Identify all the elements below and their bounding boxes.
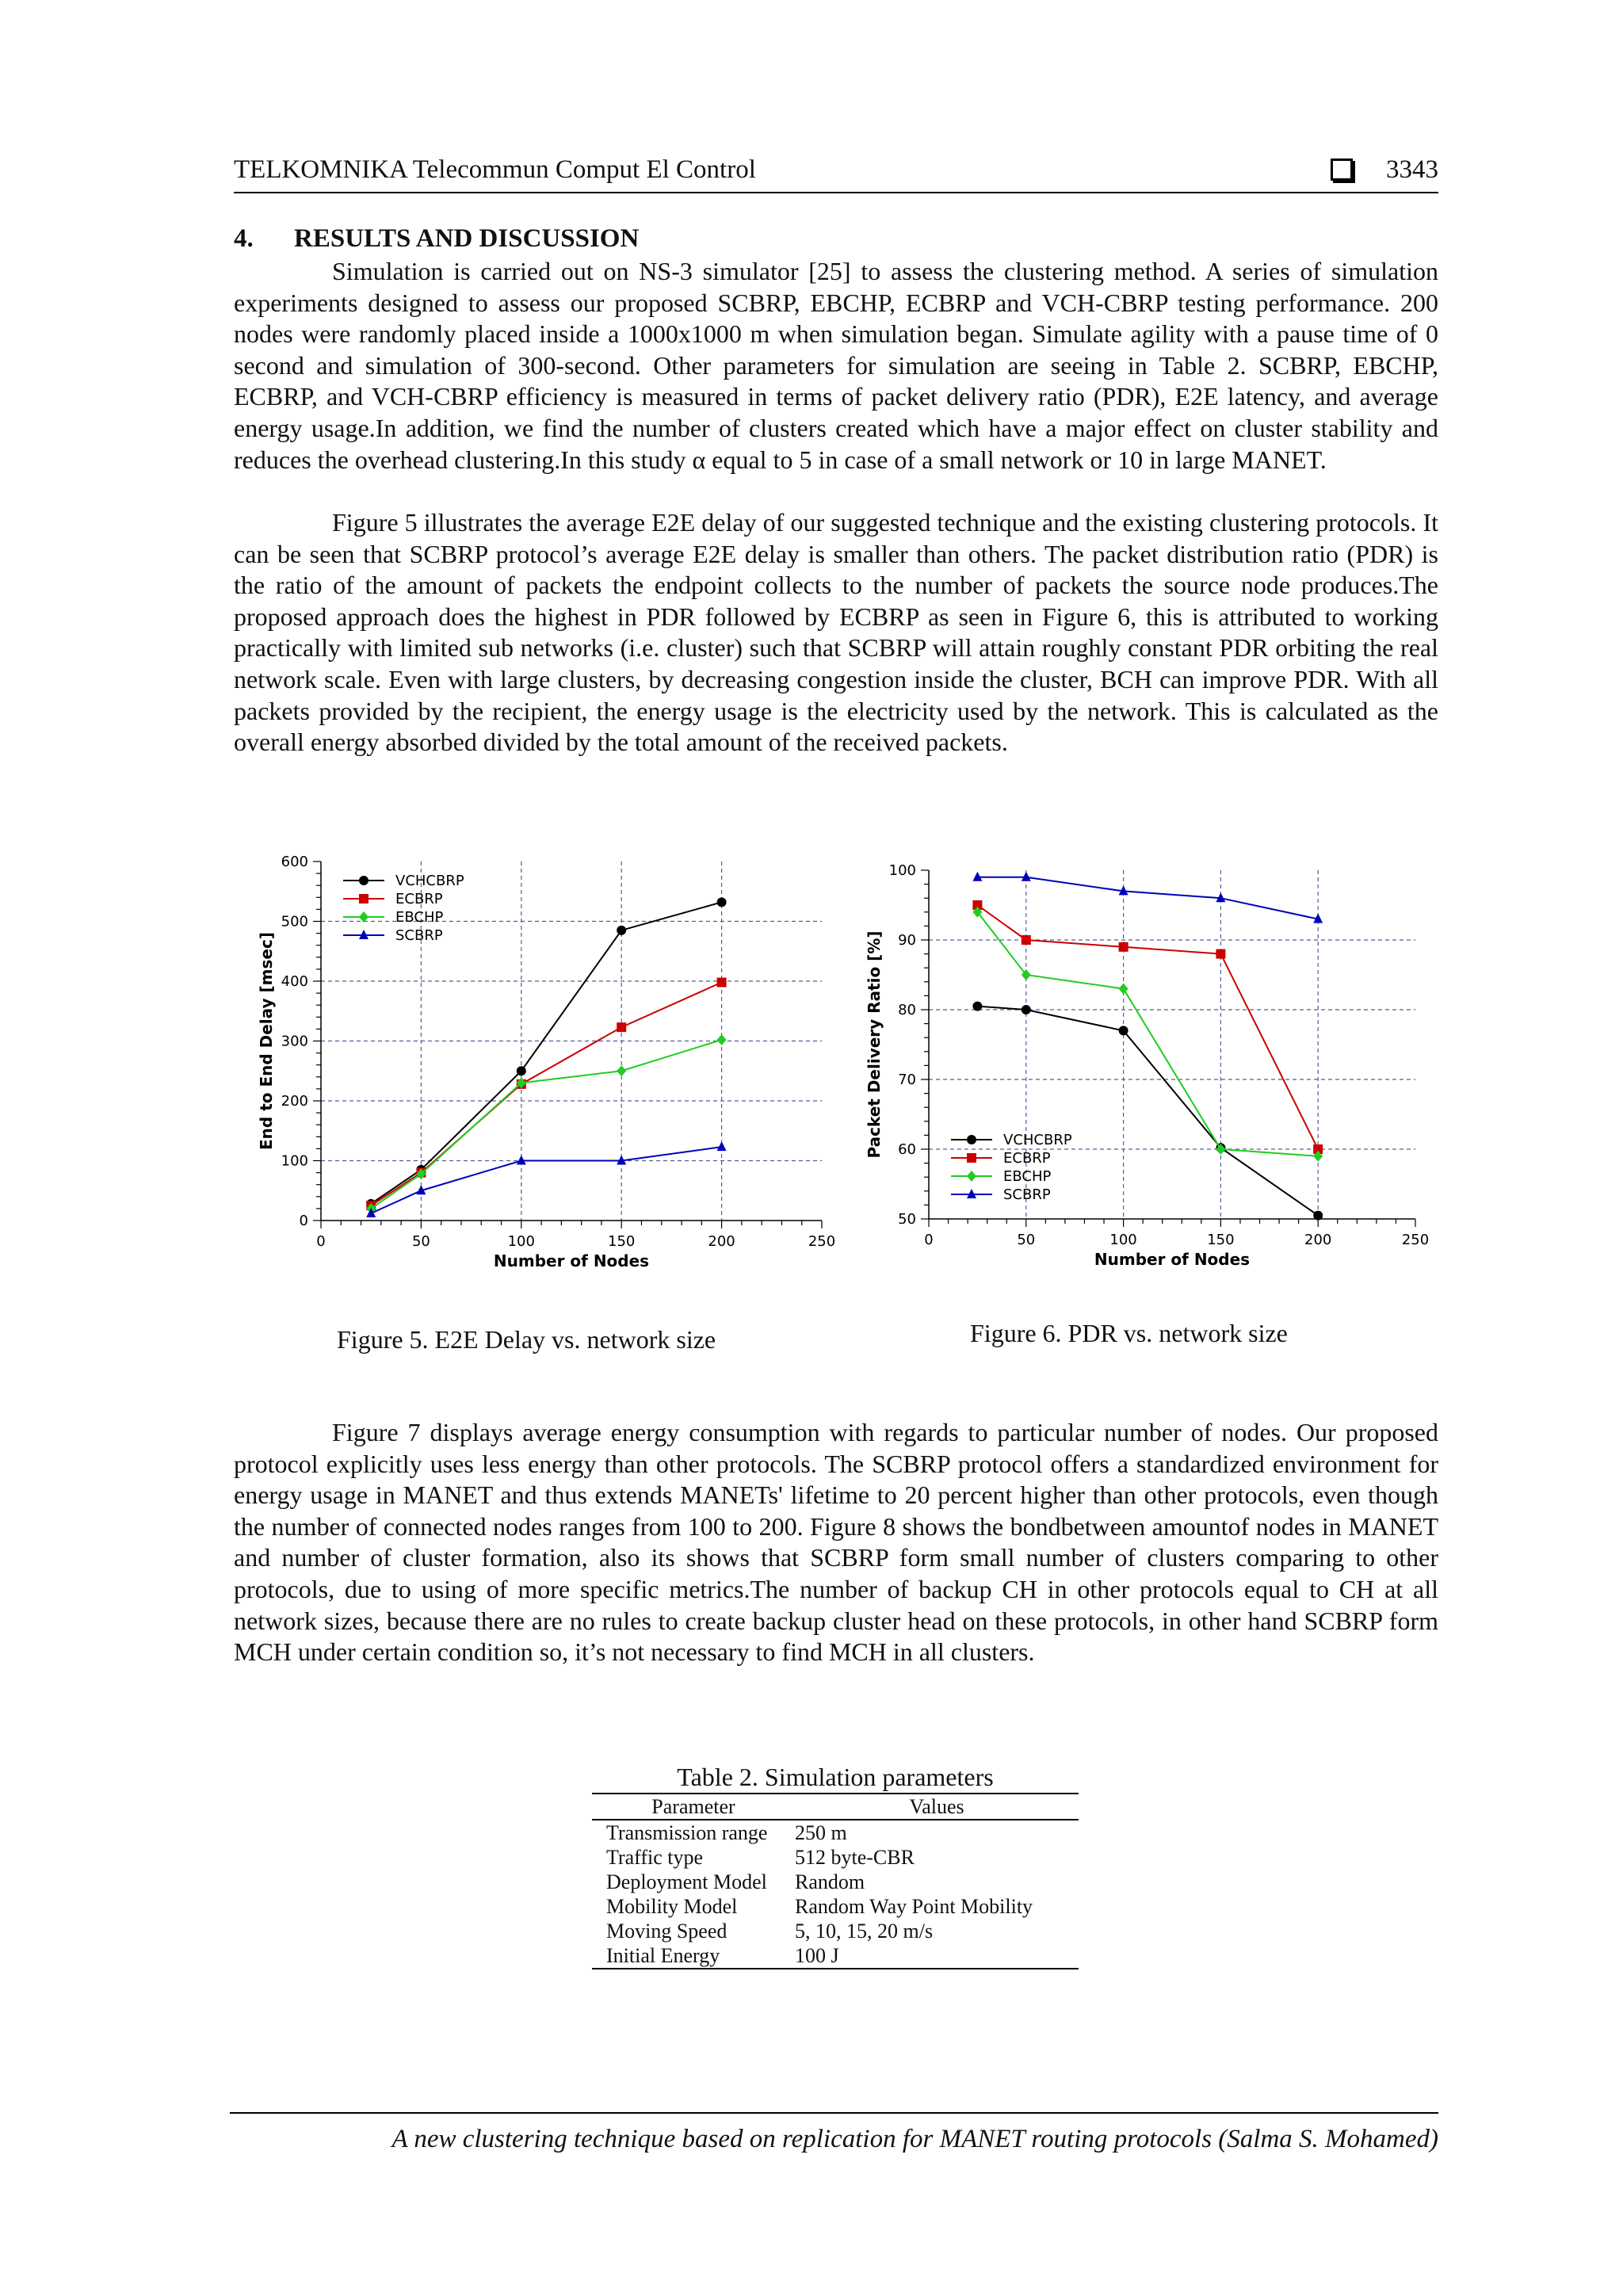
square-icon — [1331, 159, 1353, 181]
y-axis-label: Packet Delivery Ratio [%] — [865, 930, 884, 1159]
paragraph-3 — [234, 1417, 1438, 1668]
journal-name: TELKOMNIKA Telecommun Comput El Control — [234, 155, 756, 184]
series-line-vchcbrp — [371, 902, 721, 1204]
data-point-ecbrp — [717, 978, 727, 988]
legend-marker — [967, 1135, 976, 1144]
y-tick-label: 100 — [888, 862, 916, 879]
data-point-vchcbrp — [1313, 1211, 1323, 1221]
table-cell: Random Way Point Mobility — [795, 1895, 1033, 1918]
table-cell: 5, 10, 15, 20 m/s — [795, 1920, 934, 1943]
legend-label-ebchp: EBCHP — [1003, 1168, 1052, 1185]
y-tick-label: 200 — [281, 1093, 308, 1110]
x-tick-label: 200 — [708, 1233, 735, 1250]
data-point-vchcbrp — [1119, 1026, 1128, 1035]
table-cell: 100 J — [795, 1943, 1079, 1969]
simulation-parameters-table — [592, 1793, 1079, 1969]
x-tick-label: 100 — [507, 1233, 535, 1250]
legend-label-scbrp: SCBRP — [1003, 1186, 1051, 1203]
table-row — [592, 1870, 1079, 1894]
x-tick-label: 50 — [1017, 1232, 1036, 1248]
y-tick-label: 400 — [281, 973, 308, 990]
series-line-scbrp — [977, 877, 1318, 919]
table-row — [592, 1943, 1079, 1969]
table-header-values: Values — [795, 1794, 1079, 1820]
x-tick-label: 50 — [411, 1233, 430, 1250]
x-tick-label: 250 — [808, 1233, 836, 1250]
legend-label-ebchp: EBCHP — [395, 909, 444, 926]
table-header-parameter: Parameter — [592, 1794, 795, 1820]
y-tick-label: 60 — [898, 1141, 916, 1158]
table-cell: Transmission range — [606, 1821, 768, 1844]
legend-label-vchcbrp: VCHCBRP — [395, 873, 464, 889]
page-header — [234, 155, 1438, 193]
x-tick-label: 0 — [924, 1232, 934, 1248]
legend-marker — [359, 876, 369, 885]
y-tick-label: 70 — [898, 1072, 916, 1088]
data-point-ebchp — [717, 1034, 727, 1045]
series-line-ebchp — [371, 1040, 721, 1209]
series-line-scbrp — [371, 1147, 721, 1213]
x-tick-label: 150 — [608, 1233, 636, 1250]
figure-6-caption: Figure 6. PDR vs. network size — [970, 1319, 1288, 1347]
paragraph-2 — [234, 507, 1438, 758]
legend-label-vchcbrp: VCHCBRP — [1003, 1132, 1072, 1148]
x-tick-label: 200 — [1304, 1232, 1332, 1248]
y-tick-label: 300 — [281, 1033, 308, 1050]
section-title: RESULTS AND DISCUSSION — [294, 224, 640, 253]
y-tick-label: 100 — [281, 1152, 308, 1170]
x-tick-label: 250 — [1401, 1232, 1430, 1248]
x-axis-label: Number of Nodes — [493, 1251, 650, 1270]
y-tick-label: 500 — [281, 913, 308, 930]
y-tick-label: 50 — [898, 1211, 916, 1228]
table-cell: 512 byte-CBR — [795, 1846, 915, 1869]
data-point-ebchp — [1119, 984, 1128, 995]
table-cell: 250 m — [795, 1821, 847, 1844]
page-footer — [230, 2112, 1438, 2153]
data-point-vchcbrp — [717, 897, 727, 907]
y-axis-label: End to End Delay [msec] — [257, 932, 276, 1150]
data-point-ebchp — [617, 1065, 626, 1076]
data-point-ecbrp — [1216, 949, 1225, 959]
table-cell: Deployment Model — [606, 1870, 767, 1893]
table-row — [592, 1894, 1079, 1919]
y-tick-label: 0 — [299, 1213, 308, 1229]
legend-label-ecbrp: ECBRP — [1003, 1150, 1051, 1167]
table-cell: Initial Energy — [592, 1943, 795, 1969]
data-point-ecbrp — [1119, 942, 1128, 952]
x-tick-label: 100 — [1109, 1232, 1137, 1248]
section-heading — [234, 224, 639, 254]
table-cell: Mobility Model — [606, 1895, 738, 1918]
legend-marker — [967, 1171, 976, 1182]
x-axis-label: Number of Nodes — [1094, 1250, 1251, 1269]
page-number: 3343 — [1386, 155, 1438, 184]
legend-label-ecbrp: ECBRP — [395, 891, 443, 907]
legend-marker — [967, 1153, 976, 1163]
table-cell: Moving Speed — [606, 1920, 727, 1943]
legend-marker — [359, 894, 369, 904]
table-row — [592, 1919, 1079, 1943]
table-title: Table 2. Simulation parameters — [677, 1763, 994, 1791]
y-tick-label: 80 — [898, 1002, 916, 1018]
paragraph-text: Figure 7 displays average energy consumption with regards to particular number of nodes. Our proposed protocol explicitly uses less energy than other protocols. The SCBRP protocol offers a standardized environment for energy usage in MANET and thus extends MANETs' lifetime to 20 percent higher than other protocols, even though the number of connected nodes ranges from 100 to 200. Figure 8 shows the bondbetween amountof nodes in MANET and number of cluster formation, also its shows that SCBRP form small number of clusters comparing to other protocols, due to using of more specific metrics.The number of backup CH in other protocols equal to CH at all network sizes, because there are no rules to create backup cluster head on these protocols, in other hand SCBRP form MCH under certain condition so, it’s not necessary to find MCH in all clusters. — [234, 1418, 1438, 1667]
figure-5-caption: Figure 5. E2E Delay vs. network size — [337, 1325, 716, 1354]
paragraph-text: Figure 5 illustrates the average E2E delay of our suggested technique and the existing clustering protocols. It can be seen that SCBRP protocol’s average E2E delay is smaller than others. The packet distribution ratio (PDR) is the ratio of the amount of packets the endpoint collects to the number of packets the source node produces.The proposed approach does the highest in PDR followed by ECBRP as seen in Figure 6, this is attributed to working practically with limited sub networks (i.e. cluster) such that SCBRP will attain roughly constant PDR orbiting the real network scale. Even with large clusters, by decreasing congestion inside the cluster, BCH can improve PDR. With all packets provided by the recipient, the energy usage is the electricity used by the network. This is calculated as the overall energy absorbed divided by the total amount of the received packets. — [234, 508, 1438, 757]
paragraph-1 — [234, 256, 1438, 476]
y-tick-label: 600 — [281, 854, 308, 870]
footer-text: A new clustering technique based on replication for MANET routing protocols (Salma S. Mohamed) — [391, 2125, 1438, 2153]
figure-5-chart — [246, 848, 840, 1292]
table-cell: Random — [795, 1870, 865, 1893]
x-tick-label: 150 — [1207, 1232, 1235, 1248]
data-point-vchcbrp — [1022, 1005, 1031, 1014]
table-cell: Traffic type — [606, 1846, 704, 1869]
figure-6-chart — [864, 848, 1442, 1292]
data-point-ecbrp — [1022, 935, 1031, 945]
legend-label-scbrp: SCBRP — [395, 927, 443, 944]
data-point-vchcbrp — [972, 1002, 982, 1011]
paragraph-text: Simulation is carried out on NS-3 simulator [25] to assess the clustering method. A series of simulation experiments designed to assess our proposed SCBRP, EBCHP, ECBRP and VCH-CBRP testing performance. 200 nodes were randomly placed inside a 1000x1000 m when simulation began. Simulate agility with a pause time of 0 second and simulation of 300-second. Other parameters for simulation are seeing in Table 2. SCBRP, EBCHP, ECBRP, and VCH-CBRP efficiency is measured in terms of packet delivery ratio (PDR), E2E latency, and average energy usage.In addition, we find the number of clusters created which have a major effect on cluster stability and reduces the overhead clustering.In this study α equal to 5 in case of a small network or 10 in large MANET. — [234, 257, 1438, 474]
data-point-vchcbrp — [517, 1066, 526, 1075]
table-row — [592, 1845, 1079, 1870]
section-number: 4. — [234, 224, 254, 253]
table-row — [592, 1820, 1079, 1845]
data-point-scbrp — [717, 1141, 727, 1151]
y-tick-label: 90 — [898, 932, 916, 949]
data-point-ecbrp — [617, 1022, 626, 1032]
table-header-row — [592, 1794, 1079, 1820]
x-tick-label: 0 — [316, 1233, 326, 1250]
data-point-vchcbrp — [617, 926, 626, 935]
